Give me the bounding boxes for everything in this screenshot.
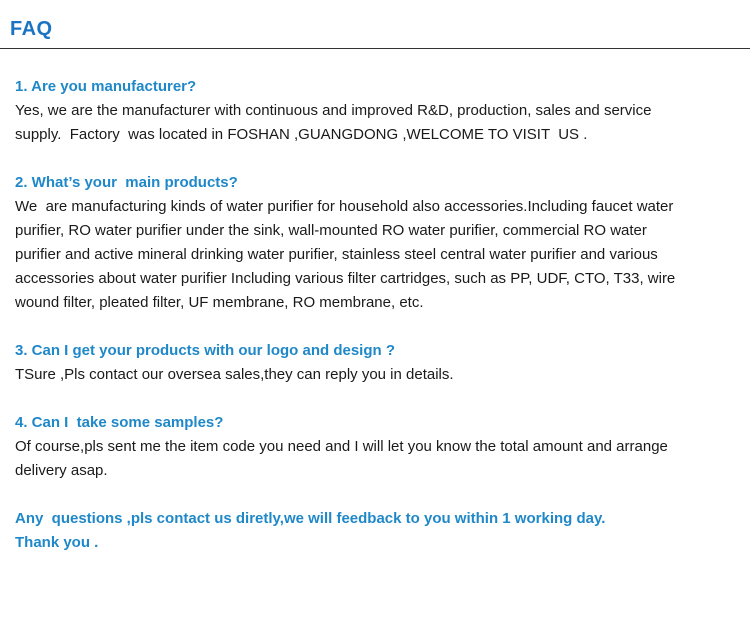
faq-question: 3. Can I get your products with our logo and design ? — [15, 342, 396, 359]
faq-content — [15, 75, 740, 579]
faq-item — [15, 171, 740, 315]
faq-item — [15, 339, 740, 387]
faq-item — [15, 75, 740, 147]
faq-question: 4. Can I take some samples? — [15, 414, 224, 431]
faq-answer-line: accessories about water purifier Including various filter cartridges, such as PP, UDF, CTO, T33, wire — [15, 270, 676, 287]
faq-answer-line: supply. Factory was located in FOSHAN ,GUANGDONG ,WELCOME TO VISIT US . — [15, 126, 588, 143]
faq-answer-line: We are manufacturing kinds of water purifier for household also accessories.Including faucet water — [15, 198, 674, 215]
page-title: FAQ — [10, 18, 53, 40]
closing-note — [15, 507, 740, 555]
faq-answer-line: wound filter, pleated filter, UF membrane, RO membrane, etc. — [15, 294, 424, 311]
faq-answer-line: Yes, we are the manufacturer with continuous and improved R&D, production, sales and service — [15, 102, 652, 119]
faq-answer-line: purifier, RO water purifier under the sink, wall-mounted RO water purifier, commercial RO water — [15, 222, 647, 239]
faq-answer-line: Of course,pls sent me the item code you need and I will let you know the total amount and arrange — [15, 438, 668, 455]
faq-answer-line: TSure ,Pls contact our oversea sales,they can reply you in details. — [15, 366, 454, 383]
faq-item — [15, 411, 740, 483]
faq-header — [0, 0, 750, 49]
faq-question: 2. What’s your main products? — [15, 174, 238, 191]
closing-line: Any questions ,pls contact us diretly,we will feedback to you within 1 working day. — [15, 510, 606, 527]
faq-answer-line: delivery asap. — [15, 462, 108, 479]
faq-answer-line: purifier and active mineral drinking water purifier, stainless steel central water purifier and various — [15, 246, 658, 263]
thank-you-line: Thank you . — [15, 534, 99, 551]
faq-question: 1. Are you manufacturer? — [15, 78, 197, 95]
